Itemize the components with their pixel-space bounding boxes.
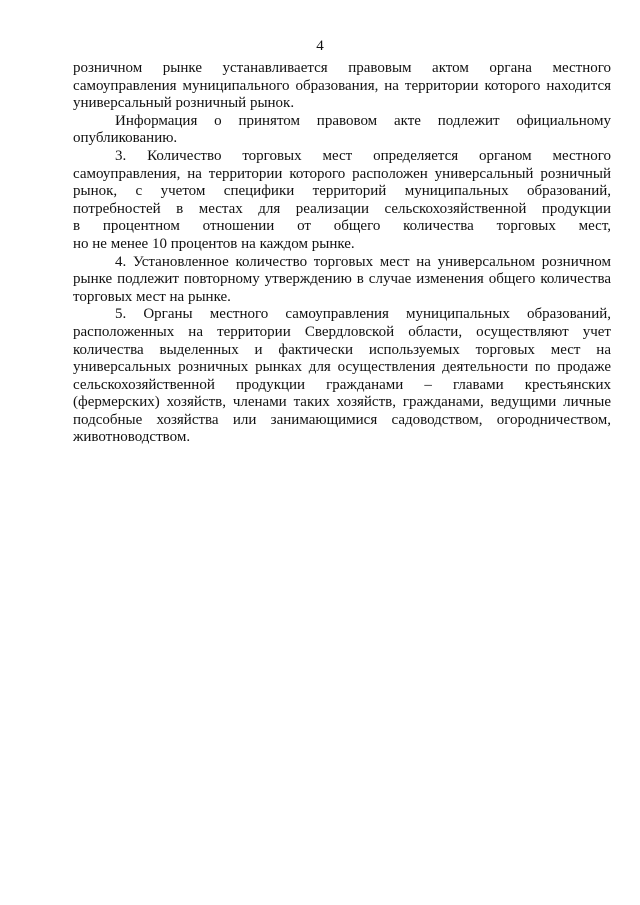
paragraph-line: 5. Органы местного самоуправления муниципальных образований, [115, 306, 611, 323]
paragraph-line: 3. Количество торговых мест определяется органом местного [115, 147, 611, 164]
paragraph-line: но не менее 10 процентов на каждом рынке. [73, 235, 355, 252]
paragraph-line: в процентном отношении от общего количества торговых мест, [73, 218, 611, 235]
paragraph-line: (фермерских) хозяйств, членами таких хозяйств, гражданами, ведущими личные [73, 394, 611, 411]
paragraph-line: торговых мест на рынке. [73, 288, 231, 305]
paragraph-line: самоуправления, на территории которого расположен универсальный розничный [73, 165, 611, 182]
paragraph-item-3-quantity [73, 148, 611, 254]
paragraph-line: универсальный розничный рынок. [73, 95, 295, 112]
paragraph-line: Информация о принятом правовом акте подлежит официальному [115, 112, 611, 129]
paragraph-line: сельскохозяйственной продукции гражданами – главами крестьянских [73, 376, 611, 393]
document-body [73, 60, 611, 447]
paragraph-line: розничном рынке устанавливается правовым актом органа местного [73, 60, 611, 76]
paragraph-line: самоуправления муниципального образования, на территории которого находится [73, 77, 611, 94]
paragraph-line: расположенных на территории Свердловской области, осуществляют учет [73, 323, 611, 340]
paragraph-line: рынок, с учетом специфики территорий муниципальных образований, [73, 183, 611, 200]
paragraph-line: рынке подлежит повторному утверждению в случае изменения общего количества [73, 271, 611, 288]
paragraph-line: потребностей в местах для реализации сельскохозяйственной продукции [73, 200, 611, 217]
paragraph-rule-continuation [73, 60, 611, 113]
page-number: 4 [316, 38, 324, 54]
paragraph-line: опубликованию. [73, 130, 178, 147]
paragraph-item-5-accounting [73, 306, 611, 447]
paragraph-publication-notice [73, 113, 611, 148]
paragraph-line: подсобные хозяйства или занимающимися садоводством, огородничеством, [73, 411, 611, 428]
paragraph-line: количества выделенных и фактически используемых торговых мест на [73, 341, 611, 358]
paragraph-item-4-reapproval [73, 254, 611, 307]
paragraph-line: животноводством. [73, 429, 191, 446]
paragraph-line: универсальных розничных рынках для осуществления деятельности по продаже [73, 359, 611, 376]
paragraph-line: 4. Установленное количество торговых мест на универсальном розничном [115, 253, 611, 270]
